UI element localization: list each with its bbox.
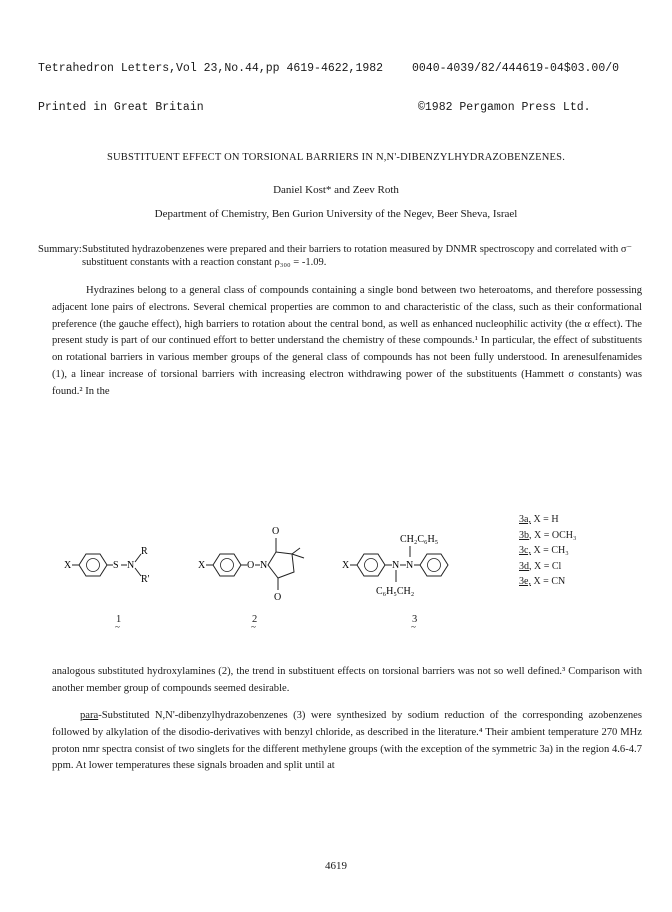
compound-label-3: 3 [412,614,418,625]
benzene-ring-left [357,554,385,576]
s2-n: N [260,560,268,571]
s2-o-bottom: O [274,592,282,602]
copyright-line: ©1982 Pergamon Press Ltd. [418,101,591,114]
s1-x: X [64,560,72,571]
s3-benzyl-bottom: C₆H₅CH₂ [376,586,415,597]
succinimide-ring [268,552,294,578]
summary-label: Summary: [38,244,82,255]
s3-benzyl-top: CH₂C₆H₅ [400,534,439,545]
substituent-item: 3d, X = Cl [519,560,562,572]
benzene-ring-right [420,554,448,576]
paragraph-3-text: -Substituted N,N'-dibenzylhydrazobenzenes (3) were synthesized by sodium reduction of the corresponding azobenzenes followed by alkylation of the disodio-derivatives with benzyl chloride, as described in the literature.⁴ Their ambient temperature 270 MHz proton nmr spectra consist of two singlets for the different methylene groups (with the exception of the symmetric 3a) in the region 4.6-4.7 ppm. At lower temperatures these signals broaden and split until at [52,710,642,772]
compound-label-2: 2 [252,614,258,625]
paper-title: SUBSTITUENT EFFECT ON TORSIONAL BARRIERS IN N,N'-DIBENZYLHYDRAZOBENZENES. [106,152,566,163]
s1-r-prime: R' [141,574,150,585]
substituent-item: 3b, X = OCH₃ [519,529,577,541]
s2-o: O [247,560,255,571]
authors: Daniel Kost* and Zeev Roth [273,184,399,196]
structure-3-svg [340,524,510,606]
body-paragraph-1: Hydrazines belong to a general class of compounds containing a single bond between two heteroatoms, and therefore possessing adjacent lone pairs of electrons. Several chemical properties are common to and characteristic of the class, such as their conformational preference (the gauche effect), high barriers to rotation about the central bond, as well as enhanced nucleophilic activity (the α effect). The present study is part of our continued effort to better understand the chemistry of these compounds.¹ In particular, the effect of substituents on rotational barriers in various member groups of the general class of compounds has not been fully understood. In arenesulfenamides (1), a linear increase of torsional barriers with increasing electron withdrawing power of the substituents (Hammett σ constants) was found.² In the [52,285,642,397]
s3-x: X [342,560,350,571]
substituent-list [519,512,576,590]
s1-r: R [141,546,148,557]
journal-citation [38,36,383,127]
printed-in-line: Printed in Great Britain [38,101,204,114]
affiliation: Department of Chemistry, Ben Gurion University of the Negev, Beer Sheva, Israel [154,208,518,220]
s3-n1: N [392,560,400,571]
s3-n2: N [406,560,414,571]
s1-s: S [113,560,119,571]
body-paragraph-3 [52,708,642,775]
citation-line: Tetrahedron Letters,Vol 23,No.44,pp 4619-4622,1982 [38,62,384,75]
structure-2-svg [196,520,336,602]
substituent-item: 3e, X = CN [519,576,566,587]
s2-x: X [198,560,206,571]
copyright-block [412,36,619,127]
body-paragraph-2: analogous substituted hydroxylamines (2), the trend in substituent effects on torsional barriers was not so well defined.³ Comparison with another member group of compounds seemed desirable. [52,666,642,694]
benzene-ring [79,554,107,576]
s1-n: N [127,560,135,571]
para-prefix: para [80,710,99,721]
substituent-item: 3a, X = H [519,514,559,525]
substituent-item: 3c, X = CH₃ [519,545,569,556]
benzene-ring [213,554,241,576]
compound-label-1: 1 [116,614,122,625]
s2-o-top: O [272,526,280,537]
page-number: 4619 [325,860,347,872]
issn-line: 0040-4039/82/444619-04$03.00/0 [412,62,620,75]
structure-1-svg [60,530,190,600]
summary-text: Substituted hydrazobenzenes were prepared and their barriers to rotation measured by DNMR spectroscopy and correlated with σ⁻ substituent constants with a reaction constant ρ₃₀₀ = -1.09. [82,244,633,268]
